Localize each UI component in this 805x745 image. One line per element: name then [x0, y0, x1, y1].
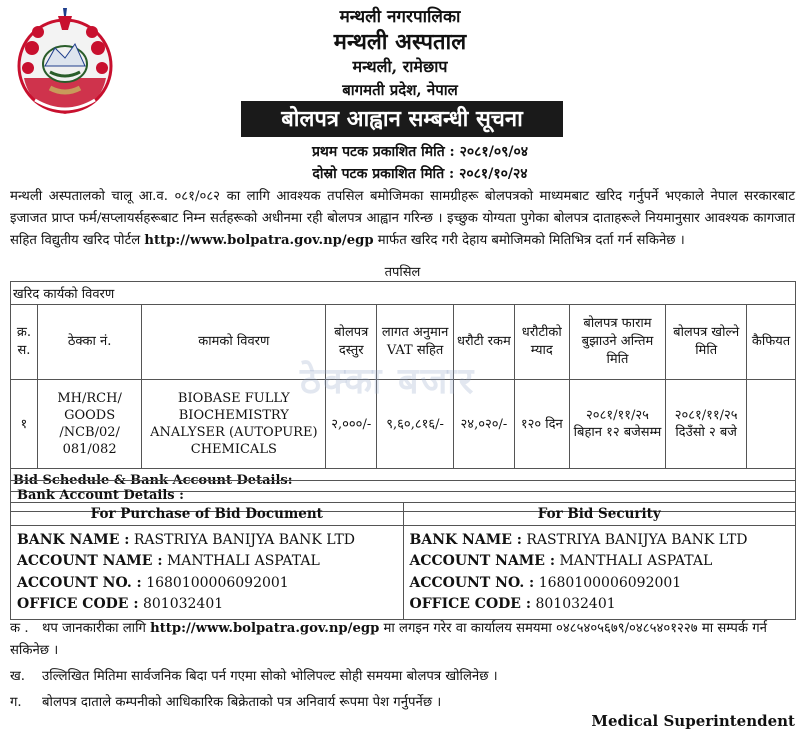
purchase-account-no: 1680100006092001: [146, 574, 289, 591]
hospital-location: मन्थली, रामेछाप: [352, 57, 448, 76]
note-text: बोलपत्र दाताले कम्पनीको आधिकारिक बिक्रेताको पत्र अनिवार्य रूपमा पेश गर्नुपर्नेछ ।: [42, 695, 442, 710]
municipality-name: मन्थली नगरपालिका: [339, 7, 461, 27]
nepal-emblem-icon: [10, 8, 120, 120]
note-text: उल्लिखित मितिमा सार्वजनिक बिदा पर्न गएमा सोको भोलिपल्ट सोही समयमा बोलपत्र खोलिनेछ ।: [42, 669, 498, 684]
bid-schedule-heading: Bid Schedule & Bank Account Details:: [11, 469, 796, 492]
egp-link[interactable]: http://www.bolpatra.gov.np/egp: [144, 233, 374, 248]
hospital-name: मन्थली अस्पताल: [333, 29, 467, 55]
note-text: थप जानकारीका लागि: [42, 621, 146, 636]
notice-title: बोलपत्र आह्वान सम्बन्धी सूचना: [241, 101, 563, 137]
opening-time: दिउँसो २ बजे: [675, 425, 737, 440]
egp-link-note[interactable]: http://www.bolpatra.gov.np/egp: [150, 621, 380, 636]
first-publication-date: प्रथम पटक प्रकाशित मिति : २०८१/०९/०४: [311, 144, 529, 160]
purchase-account-name: MANTHALI ASPATAL: [166, 553, 320, 570]
note-marker: क .: [10, 621, 29, 636]
note-text-after: मा लगइन गरेर वा कार्यालय समयमा ०४८५४०५६७९/०४८५४०१२२७ मा सम्पर्क गर्न सकिनेछ ।: [10, 621, 767, 658]
bank-name-label: BANK NAME :: [409, 532, 522, 548]
security-account-no: 1680100006092001: [538, 574, 682, 591]
cell-bid-fee: २,०००/-: [326, 380, 377, 469]
province-name: बागमती प्रदेश, नेपाल: [342, 81, 458, 99]
note-ga: [10, 692, 795, 714]
submission-date: २०८१/११/२५: [586, 408, 649, 423]
watermark: ठेक्का बजार: [300, 361, 476, 402]
account-name-label: ACCOUNT NAME :: [409, 553, 556, 570]
submission-time: बिहान १२ बजेसम्म: [573, 425, 662, 440]
note-marker: ख.: [10, 669, 25, 684]
signature: Medical Superintendent: [591, 712, 795, 730]
col-header-opening-date: बोलपत्र खोल्ने मिति: [666, 305, 747, 380]
cell-opening: [666, 380, 747, 469]
col-header-submission-date: बोलपत्र फाराम बुझाउने अन्तिम मिति: [569, 305, 666, 380]
opening-date: २०८१/११/२५: [674, 408, 738, 423]
col-header-estimate: लागत अनुमान VAT सहित: [377, 305, 454, 380]
table-caption: खरिद कार्यको विवरण: [11, 282, 796, 305]
purchase-office-code: 801032401: [142, 595, 224, 612]
purchase-bank-details: [11, 526, 404, 620]
bank-name-label: BANK NAME :: [17, 532, 130, 548]
note-kha: [10, 666, 795, 688]
bank-details-heading: Bank Account Details :: [11, 481, 796, 512]
second-publication-date: दोस्रो पटक प्रकाशित मिति : २०८१/१०/२४: [312, 166, 528, 182]
col-header-contract-no: ठेक्का नं.: [37, 305, 141, 380]
cell-estimate: ९,६०,८१६/-: [377, 380, 454, 469]
col-header-bid-fee: बोलपत्र दस्तुर: [326, 305, 377, 380]
note-marker: ग.: [10, 695, 22, 710]
cell-sn: १: [11, 380, 38, 469]
purchase-header: For Purchase of Bid Document: [11, 503, 404, 526]
cell-security: २४,०२०/-: [453, 380, 514, 469]
cell-contract-no: MH/RCH/ GOODS /NCB/02/ 081/082: [37, 380, 141, 469]
bank-table: [10, 502, 796, 620]
security-header: For Bid Security: [403, 503, 796, 526]
security-bank-details: [403, 526, 796, 620]
intro-text-after: मार्फत खरिद गरी देहाय बमोजिमको मितिभित्र दर्ता गर्न सकिनेछ ।: [377, 233, 685, 248]
tapasil-heading: तपसिल: [384, 265, 421, 280]
cell-security-validity: १२० दिन: [514, 380, 569, 469]
security-bank-name: RASTRIYA BANIJYA BANK LTD: [526, 532, 748, 548]
col-header-remarks: कैफियत: [747, 305, 796, 380]
account-no-label: ACCOUNT NO. :: [17, 574, 142, 591]
purchase-bank-name: RASTRIYA BANIJYA BANK LTD: [133, 532, 356, 548]
office-code-label: OFFICE CODE :: [17, 595, 139, 612]
note-ka: [10, 618, 795, 662]
col-header-security: धरौटी रकम: [453, 305, 514, 380]
col-header-sn: क्र. स.: [11, 305, 38, 380]
account-no-label: ACCOUNT NO. :: [409, 574, 535, 591]
intro-paragraph: [10, 186, 795, 252]
office-code-label: OFFICE CODE :: [409, 595, 532, 612]
security-office-code: 801032401: [535, 595, 616, 612]
col-header-description: कामको विवरण: [142, 305, 326, 380]
intro-text: मन्थली अस्पतालको चालू आ.व. ०८१/०८२ का लागि आवश्यक तपसिल बमोजिमका सामग्रीहरू बोलपत्रको माध्यमबाट खरिद गर्नुपर्ने भएकाले नेपाल सरकारबाट इजाजत प्राप्त फर्म/सप्लायर्सहरूबाट निम्न सर्तहरूको अधीनमा रही बोलपत्र आह्वान गरिन्छ । इच्छुक योग्यता पुगेका बोलपत्र दाताहरूले नियमानुसार आवश्यक कागजात सहित विद्युतीय खरिद पोर्टल: [10, 189, 795, 248]
cell-description: BIOBASE FULLY BIOCHEMISTRY ANALYSER (AUTOPURE) CHEMICALS: [142, 380, 326, 469]
cell-remarks: [747, 380, 796, 469]
security-account-name: MANTHALI ASPATAL: [559, 553, 713, 570]
col-header-security-validity: धरौटीको म्याद: [514, 305, 569, 380]
cell-submission: [569, 380, 666, 469]
account-name-label: ACCOUNT NAME :: [17, 553, 163, 570]
